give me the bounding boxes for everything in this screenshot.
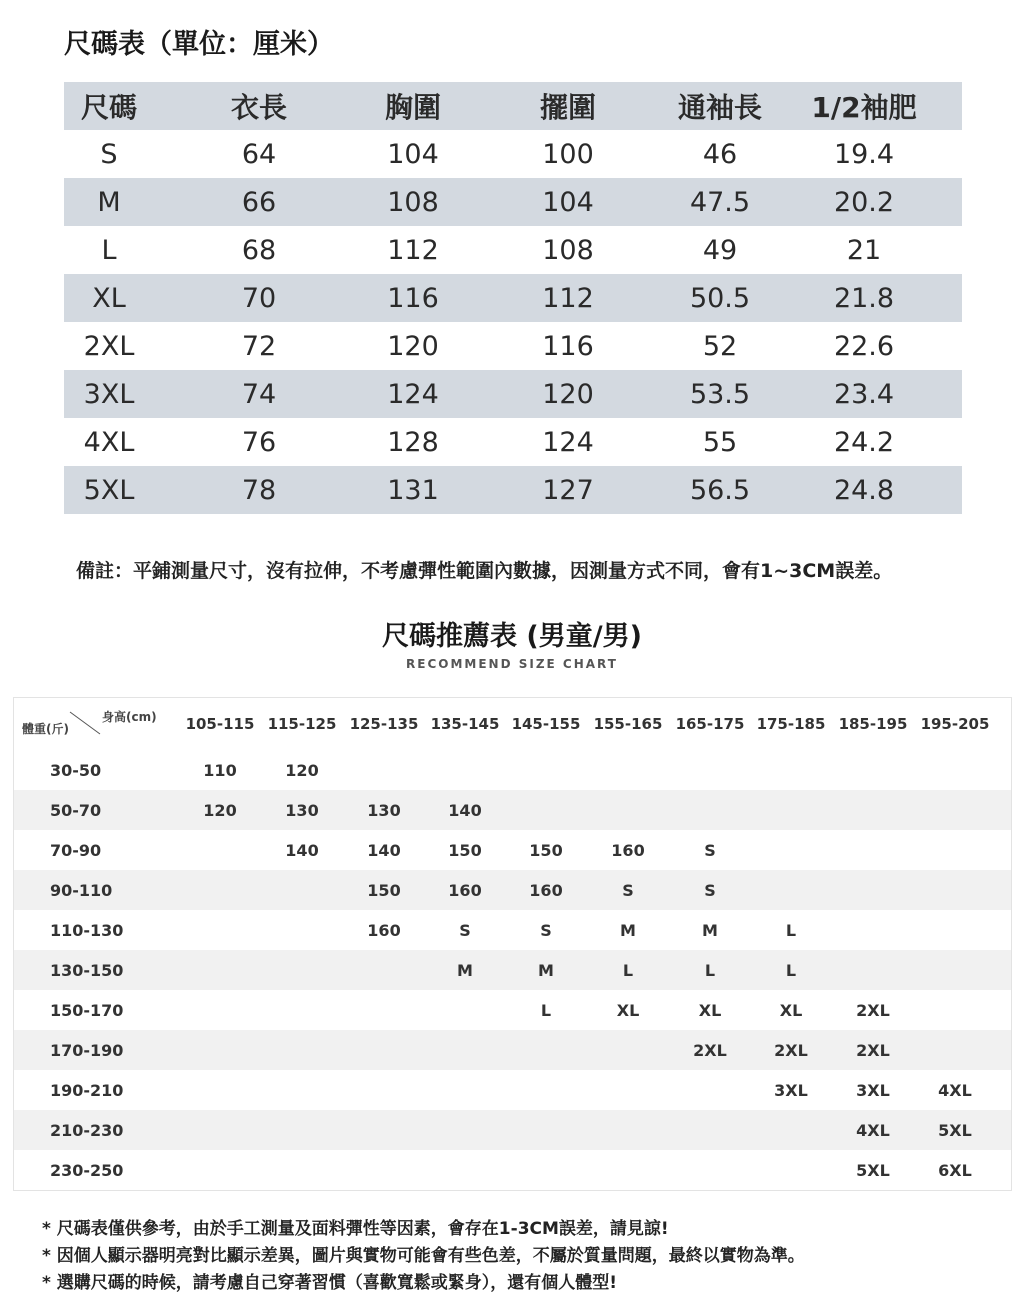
size-cell: 19.4: [833, 138, 895, 170]
recommend-chart-subtitle: RECOMMEND SIZE CHART: [406, 657, 618, 671]
size-row: [64, 130, 962, 178]
recommend-row: [14, 750, 1011, 790]
recommend-size-cell: S: [704, 880, 716, 900]
size-cell: 4XL: [83, 426, 135, 458]
size-cell: 23.4: [833, 378, 895, 410]
size-cell: 116: [542, 330, 594, 362]
recommend-size-cell: XL: [616, 1000, 640, 1020]
size-cell: 120: [542, 378, 594, 410]
recommend-size-cell: L: [785, 960, 797, 980]
weight-cell: 50-70: [50, 800, 102, 820]
recommend-size-cell: M: [457, 960, 473, 980]
size-chart-note: 備註：平鋪測量尺寸，沒有拉伸，不考慮彈性範圍內數據，因測量方式不同，會有1~3CM誤差。: [76, 560, 893, 582]
size-row: [64, 322, 962, 370]
recommend-size-cell: 140: [367, 840, 401, 860]
recommend-size-cell: L: [704, 960, 716, 980]
size-cell: 24.2: [833, 426, 895, 458]
recommend-size-cell: S: [622, 880, 634, 900]
recommend-chart-title: 尺碼推薦表 (男童/男): [382, 621, 642, 652]
recommend-size-cell: 140: [285, 840, 319, 860]
size-cell: 124: [387, 378, 439, 410]
recommend-row: [14, 830, 1011, 870]
recommend-size-cell: M: [620, 920, 636, 940]
size-header-cell: 1/2袖肥: [811, 91, 917, 124]
size-cell: 100: [542, 138, 594, 170]
corner-weight-label: 體重(斤): [22, 722, 69, 736]
recommend-row: [14, 790, 1011, 830]
size-cell: 104: [542, 186, 594, 218]
size-cell: 22.6: [833, 330, 895, 362]
size-cell: 72: [241, 330, 277, 362]
height-header-cell: 155-165: [593, 715, 663, 733]
recommend-size-cell: 3XL: [856, 1080, 890, 1100]
recommend-row: [14, 1110, 1011, 1150]
size-cell: XL: [92, 282, 126, 314]
size-row: [64, 466, 962, 514]
size-cell: 5XL: [83, 474, 135, 506]
recommend-size-cell: 5XL: [938, 1120, 972, 1140]
recommend-row: [14, 910, 1011, 950]
recommend-row: [14, 990, 1011, 1030]
size-row: [64, 226, 962, 274]
recommend-size-cell: XL: [779, 1000, 803, 1020]
size-cell: 24.8: [833, 474, 895, 506]
size-header-cell: 胸圍: [384, 91, 441, 124]
recommend-size-cell: 150: [448, 840, 482, 860]
size-cell: 112: [542, 282, 594, 314]
recommend-size-cell: L: [622, 960, 634, 980]
size-row: [64, 370, 962, 418]
recommend-size-cell: 4XL: [938, 1080, 972, 1100]
size-cell: 78: [241, 474, 277, 506]
corner-height-label: 身高(cm): [102, 710, 157, 724]
size-cell: 56.5: [689, 474, 751, 506]
size-cell: 128: [387, 426, 439, 458]
recommend-size-cell: S: [459, 920, 471, 940]
footnote: * 選購尺碼的時候，請考慮自己穿著習慣（喜歡寬鬆或緊身），還有個人體型!: [42, 1273, 618, 1293]
recommend-size-cell: 140: [448, 800, 482, 820]
height-header-cell: 175-185: [756, 715, 826, 733]
recommend-size-cell: 2XL: [693, 1040, 727, 1060]
size-cell: 104: [387, 138, 439, 170]
size-cell: 53.5: [689, 378, 751, 410]
size-cell: 131: [387, 474, 439, 506]
height-header-cell: 195-205: [920, 715, 990, 733]
weight-cell: 110-130: [50, 920, 124, 940]
size-cell: 46: [702, 138, 738, 170]
recommend-size-cell: 5XL: [856, 1160, 890, 1180]
recommend-size-cell: M: [702, 920, 718, 940]
size-cell: 47.5: [689, 186, 751, 218]
recommend-size-cell: S: [704, 840, 716, 860]
weight-cell: 230-250: [50, 1160, 124, 1180]
footnote: * 因個人顯示器明亮對比顯示差異，圖片與實物可能會有些色差，不屬於質量問題，最終以實物為準。: [42, 1246, 805, 1266]
size-cell: 120: [387, 330, 439, 362]
size-cell: 2XL: [83, 330, 135, 362]
footnote: * 尺碼表僅供參考，由於手工測量及面料彈性等因素，會存在1-3CM誤差，請見諒!: [42, 1219, 669, 1239]
recommend-size-cell: M: [538, 960, 554, 980]
recommend-row: [14, 1150, 1011, 1190]
recommend-size-cell: 4XL: [856, 1120, 890, 1140]
size-cell: 64: [241, 138, 277, 170]
weight-cell: 210-230: [50, 1120, 124, 1140]
weight-cell: 70-90: [50, 840, 102, 860]
recommend-size-cell: 3XL: [774, 1080, 808, 1100]
weight-cell: 30-50: [50, 760, 102, 780]
size-cell: 21.8: [833, 282, 895, 314]
recommend-size-cell: 120: [285, 760, 319, 780]
recommend-size-cell: 160: [611, 840, 645, 860]
size-chart-table: [64, 82, 962, 514]
size-cell: L: [101, 234, 117, 266]
recommend-size-cell: 130: [285, 800, 319, 820]
size-row: [64, 178, 962, 226]
recommend-size-cell: 2XL: [856, 1040, 890, 1060]
size-cell: 21: [846, 234, 882, 266]
size-cell: 108: [387, 186, 439, 218]
size-header-cell: 通袖長: [677, 91, 762, 124]
size-cell: 52: [702, 330, 738, 362]
recommend-size-cell: 110: [203, 760, 237, 780]
recommend-chart-table: [13, 697, 1012, 1191]
weight-cell: 190-210: [50, 1080, 124, 1100]
size-cell: 68: [241, 234, 277, 266]
size-cell: 124: [542, 426, 594, 458]
recommend-size-cell: S: [540, 920, 552, 940]
size-header-row: [64, 82, 962, 130]
size-cell: 70: [241, 282, 277, 314]
height-header-cell: 135-145: [430, 715, 500, 733]
size-cell: 116: [387, 282, 439, 314]
weight-cell: 150-170: [50, 1000, 124, 1020]
recommend-row: [14, 1030, 1011, 1070]
size-cell: 112: [387, 234, 439, 266]
corner-cell: [14, 698, 164, 750]
recommend-size-cell: 160: [367, 920, 401, 940]
size-cell: M: [97, 186, 121, 218]
size-cell: S: [100, 138, 118, 170]
recommend-size-cell: 160: [529, 880, 563, 900]
height-header-cell: 125-135: [349, 715, 419, 733]
size-cell: 74: [241, 378, 277, 410]
height-header-cell: 185-195: [838, 715, 908, 733]
recommend-row: [14, 870, 1011, 910]
size-chart-title: 尺碼表（單位：厘米）: [64, 29, 334, 60]
recommend-size-cell: 120: [203, 800, 237, 820]
recommend-header-row: [14, 698, 1011, 750]
size-cell: 66: [241, 186, 277, 218]
recommend-size-cell: 2XL: [774, 1040, 808, 1060]
size-cell: 76: [241, 426, 277, 458]
size-cell: 3XL: [83, 378, 135, 410]
size-header-cell: 尺碼: [80, 91, 137, 124]
recommend-row: [14, 950, 1011, 990]
size-cell: 50.5: [689, 282, 751, 314]
recommend-size-cell: L: [785, 920, 797, 940]
recommend-size-cell: 150: [529, 840, 563, 860]
size-cell: 49: [702, 234, 738, 266]
height-header-cell: 105-115: [185, 715, 255, 733]
height-header-cell: 115-125: [267, 715, 337, 733]
size-header-cell: 擺圍: [539, 91, 596, 124]
size-cell: 108: [542, 234, 594, 266]
recommend-size-cell: 160: [448, 880, 482, 900]
recommend-size-cell: 130: [367, 800, 401, 820]
weight-cell: 90-110: [50, 880, 113, 900]
recommend-row: [14, 1070, 1011, 1110]
recommend-size-cell: L: [540, 1000, 552, 1020]
recommend-size-cell: XL: [698, 1000, 722, 1020]
weight-cell: 130-150: [50, 960, 124, 980]
size-cell: 55: [702, 426, 738, 458]
weight-cell: 170-190: [50, 1040, 124, 1060]
size-cell: 20.2: [833, 186, 895, 218]
size-header-cell: 衣長: [230, 91, 287, 124]
size-row: [64, 274, 962, 322]
height-header-cell: 145-155: [511, 715, 581, 733]
size-row: [64, 418, 962, 466]
height-header-cell: 165-175: [675, 715, 745, 733]
recommend-size-cell: 2XL: [856, 1000, 890, 1020]
recommend-size-cell: 6XL: [938, 1160, 972, 1180]
size-cell: 127: [542, 474, 594, 506]
footnotes: [42, 1216, 805, 1297]
recommend-size-cell: 150: [367, 880, 401, 900]
